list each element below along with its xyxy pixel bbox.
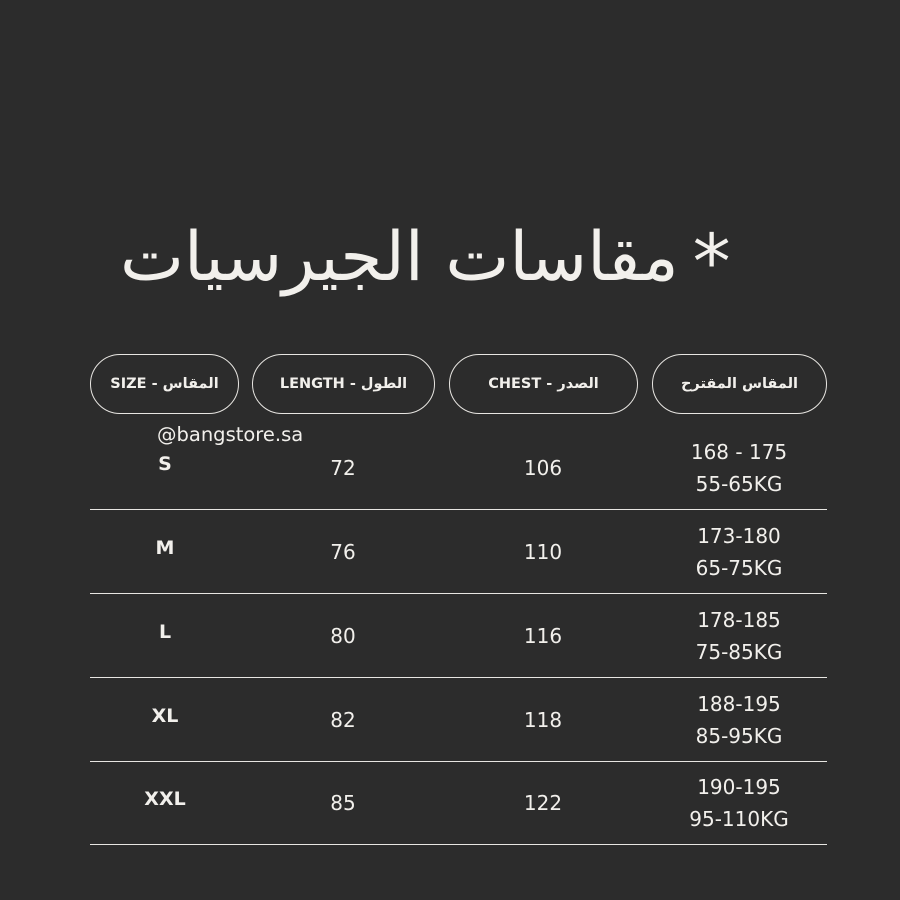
length-cell: 72	[330, 455, 356, 480]
header-chest: CHEST - الصدر	[449, 354, 638, 414]
chest-cell: 110	[523, 539, 563, 564]
length-cell: 80	[330, 623, 356, 648]
header-size: SIZE - المقاس	[90, 354, 239, 414]
suggested-weight: 75-85KG	[695, 639, 783, 664]
suggested-height: 190-195	[697, 774, 781, 799]
length-cell: 76	[330, 539, 356, 564]
table-row	[90, 426, 827, 510]
header-suggested-size: المقاس المقترح	[652, 354, 827, 414]
chest-cell: 122	[523, 790, 563, 815]
suggested-cell	[664, 761, 814, 844]
suggested-height: 168 - 175	[690, 439, 788, 464]
table-row	[90, 761, 827, 845]
size-cell: XXL	[144, 787, 186, 810]
header-length: LENGTH - الطول	[252, 354, 435, 414]
page-title	[120, 208, 828, 308]
suggested-height: 173-180	[697, 523, 781, 548]
table-row	[90, 594, 827, 678]
suggested-cell	[664, 594, 814, 677]
suggested-cell	[664, 426, 814, 509]
size-cell: L	[158, 620, 172, 643]
suggested-weight: 55-65KG	[695, 471, 783, 496]
length-cell: 82	[330, 707, 356, 732]
length-cell: 85	[330, 790, 356, 815]
asterisk-icon: *	[692, 217, 731, 306]
suggested-weight: 65-75KG	[695, 555, 783, 580]
size-cell: XL	[151, 704, 179, 727]
suggested-height: 178-185	[697, 607, 781, 632]
chest-cell: 118	[523, 707, 563, 732]
table-row	[90, 678, 827, 762]
size-cell: S	[158, 452, 172, 475]
chest-cell: 116	[523, 623, 563, 648]
suggested-cell	[664, 678, 814, 761]
table-row	[90, 510, 827, 594]
suggested-weight: 85-95KG	[695, 723, 783, 748]
suggested-cell	[664, 510, 814, 593]
page-title-text: مقاسات الجيرسيات	[120, 218, 679, 297]
chest-cell: 106	[523, 455, 563, 480]
store-handle-watermark: @bangstore.sa	[157, 423, 304, 446]
suggested-height: 188-195	[697, 691, 781, 716]
size-cell: M	[155, 536, 175, 559]
suggested-weight: 95-110KG	[689, 806, 789, 831]
